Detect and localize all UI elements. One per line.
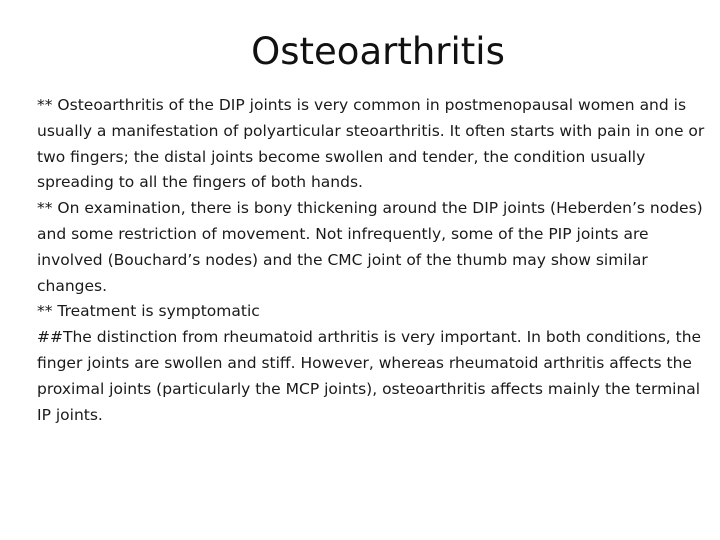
slide-body — [37, 93, 705, 428]
paragraph-treatment: ** Treatment is symptomatic — [37, 302, 260, 321]
paragraph-examination: ** On examination, there is bony thickening around the DIP joints (Heberden’s nodes) and some restriction of movement. Not infrequently, some of the PIP joints are involved (Bouchard’s nodes) and the CMC joint of the thumb may show similar changes. — [37, 199, 703, 295]
paragraph-distinction: ##The distinction from rheumatoid arthritis is very important. In both conditions, the finger joints are swollen and stiff. However, whereas rheumatoid arthritis affects the proximal joints (particularly the MCP joints), osteoarthritis affects mainly the terminal IP joints. — [37, 328, 702, 424]
paragraph-dip-joints: ** Osteoarthritis of the DIP joints is very common in postmenopausal women and is usually a manifestation of polyarticular steoarthritis. It often starts with pain in one or two fingers; the distal joints become swollen and tender, the condition usually spreading to all the fingers of both hands. — [37, 96, 705, 192]
slide-title: Osteoarthritis — [251, 30, 505, 73]
